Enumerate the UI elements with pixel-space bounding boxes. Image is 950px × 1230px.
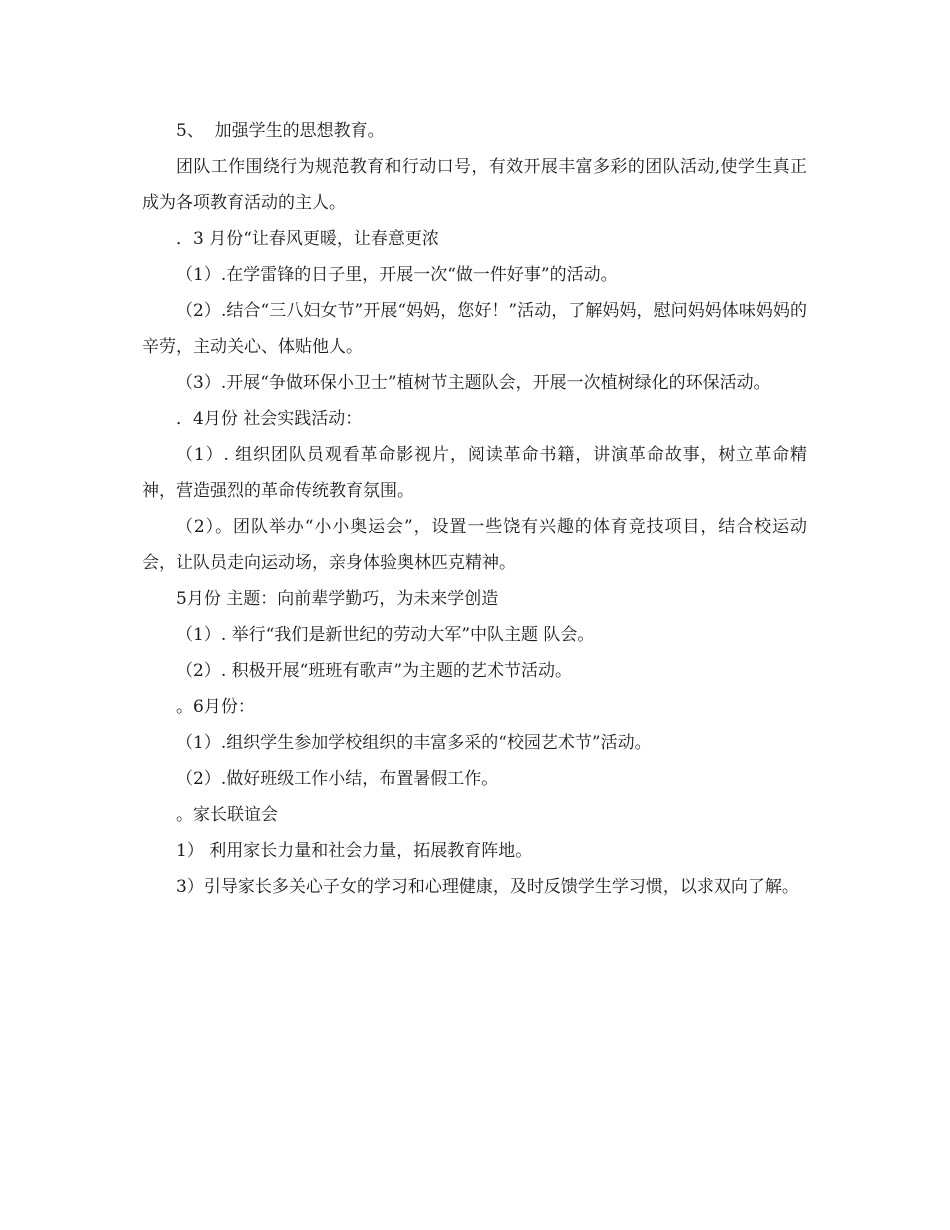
paragraph-2: 团队工作围绕行为规范教育和行动口号，有效开展丰富多彩的团队活动,使学生真正成为各项教育活动的主人。 — [142, 157, 807, 213]
paragraph-13: 。6月份： — [176, 697, 255, 717]
paragraph-8: （1）. 组织团队员观看革命影视片，阅读革命书籍，讲演革命故事，树立革命精神，营造强烈的革命传统教育氛围。 — [142, 445, 807, 501]
paragraph-3: ．3 月份“让春风更暖，让春意更浓 — [176, 229, 439, 249]
paragraph-12: （2）. 积极开展“班班有歌声”为主题的艺术节活动。 — [176, 661, 573, 681]
paragraph-9: （2）。团队举办“小小奥运会”，设置一些饶有兴趣的体育竞技项目，结合校运动会，让队员走向运动场，亲身体验奥林匹克精神。 — [142, 517, 807, 573]
paragraph-7: ．4月份 社会实践活动： — [176, 409, 363, 429]
paragraph-15: （2）.做好班级工作小结，布置暑假工作。 — [176, 769, 499, 789]
paragraph-1: 5、 加强学生的思想教育。 — [176, 121, 385, 141]
paragraph-6: （3）.开展“争做环保小卫士”植树节主题队会，开展一次植树绿化的环保活动。 — [176, 373, 771, 393]
paragraph-16: 。家长联谊会 — [176, 805, 278, 825]
document-body — [142, 113, 807, 905]
paragraph-18: 3）引导家长多关心子女的学习和心理健康，及时反馈学生学习惯，以求双向了解。 — [176, 877, 799, 897]
paragraph-10: 5月份 主题：向前辈学勤巧，为未来学创造 — [176, 589, 499, 609]
paragraph-11: （1）. 举行“我们是新世纪的劳动大军”中队主题 队会。 — [176, 625, 595, 645]
paragraph-17: 1） 利用家长力量和社会力量，拓展教育阵地。 — [176, 841, 533, 861]
paragraph-4: （1）.在学雷锋的日子里，开展一次“做一件好事”的活动。 — [176, 265, 618, 285]
paragraph-5: （2）.结合“三八妇女节”开展“妈妈，您好！”活动，了解妈妈，慰问妈妈体味妈妈的辛劳，主动关心、体贴他人。 — [142, 301, 807, 357]
paragraph-14: （1）.组织学生参加学校组织的丰富多采的“校园艺术节”活动。 — [176, 733, 652, 753]
